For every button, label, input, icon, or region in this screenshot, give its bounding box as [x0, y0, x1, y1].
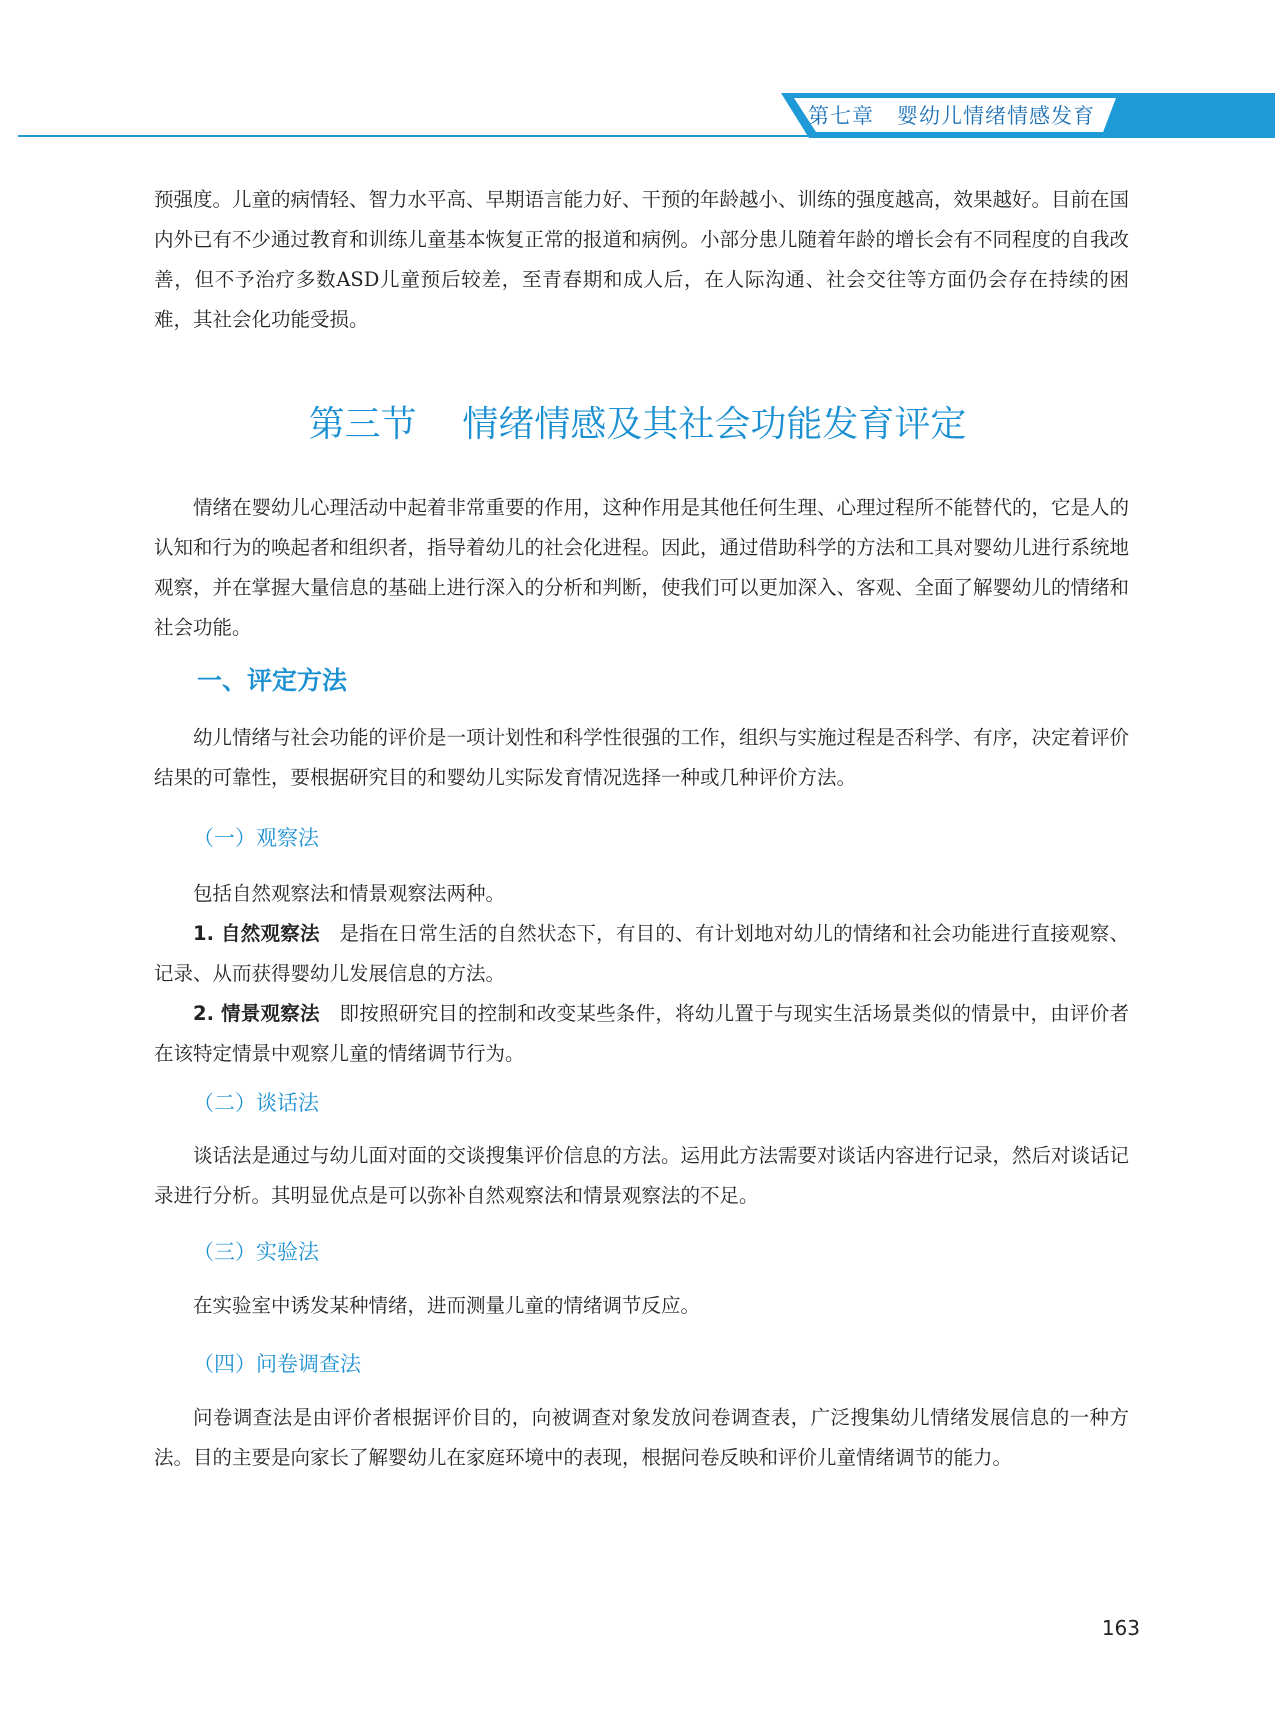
observation-item-situational	[154, 994, 1129, 1074]
situational-observation-text: 即按照研究目的控制和改变某些条件，将幼儿置于与现实生活场景类似的情景中，由评价者在该特定情景中观察儿童的情绪调节行为。	[154, 1002, 1129, 1065]
observation-intro: 包括自然观察法和情景观察法两种。	[193, 882, 506, 905]
heading-experiment-method: （三）实验法	[193, 1240, 319, 1264]
experiment-paragraph: 在实验室中诱发某种情绪，进而测量儿童的情绪调节反应。	[193, 1294, 701, 1317]
heading-interview-method: （二）谈话法	[193, 1091, 319, 1115]
intro-paragraph: 预强度。儿童的病情轻、智力水平高、早期语言能力好、干预的年龄越小、训练的强度越高，效果越好。目前在国内外已有不少通过教育和训练儿童基本恢复正常的报道和病例。小部分患儿随着年龄的增长会有不同程度的自我改善，但不予治疗多数ASD儿童预后较差，至青春期和成人后，在人际沟通、社会交往等方面仍会存在持续的困难，其社会化功能受损。	[154, 188, 1130, 331]
part1-paragraph: 幼儿情绪与社会功能的评价是一项计划性和科学性很强的工作，组织与实施过程是否科学、有序，决定着评价结果的可靠性，要根据研究目的和婴幼儿实际发育情况选择一种或几种评价方法。	[154, 726, 1130, 789]
section-paragraph: 情绪在婴幼儿心理活动中起着非常重要的作用，这种作用是其他任何生理、心理过程所不能替代的，它是人的认知和行为的唤起者和组织者，指导着幼儿的社会化进程。因此，通过借助科学的方法和工具对婴幼儿进行系统地观察，并在掌握大量信息的基础上进行深入的分析和判断，使我们可以更加深入、客观、全面了解婴幼儿的情绪和社会功能。	[154, 496, 1130, 639]
heading-evaluation-methods: 一、评定方法	[197, 666, 348, 695]
section-title: 第三节 情绪情感及其社会功能发育评定	[308, 404, 967, 445]
chapter-title: 第七章 婴幼儿情绪情感发育	[808, 104, 1096, 128]
natural-observation-lead: 1. 自然观察法	[193, 922, 320, 945]
heading-observation-method: （一）观察法	[193, 826, 319, 850]
page-number: 163	[1101, 1616, 1140, 1640]
situational-observation-lead: 2. 情景观察法	[193, 1002, 320, 1025]
observation-item-natural	[154, 914, 1129, 994]
questionnaire-paragraph: 问卷调查法是由评价者根据评价目的，向被调查对象发放问卷调查表，广泛搜集幼儿情绪发展信息的一种方法。目的主要是向家长了解婴幼儿在家庭环境中的表现，根据问卷反映和评价儿童情绪调节的能力。	[154, 1406, 1129, 1469]
heading-questionnaire-method: （四）问卷调查法	[193, 1352, 361, 1376]
natural-observation-text: 是指在日常生活的自然状态下，有目的、有计划地对幼儿的情绪和社会功能进行直接观察、记录、从而获得婴幼儿发展信息的方法。	[154, 922, 1129, 985]
interview-paragraph: 谈话法是通过与幼儿面对面的交谈搜集评价信息的方法。运用此方法需要对谈话内容进行记录，然后对谈话记录进行分析。其明显优点是可以弥补自然观察法和情景观察法的不足。	[154, 1144, 1130, 1207]
header-right-block	[1127, 93, 1275, 138]
